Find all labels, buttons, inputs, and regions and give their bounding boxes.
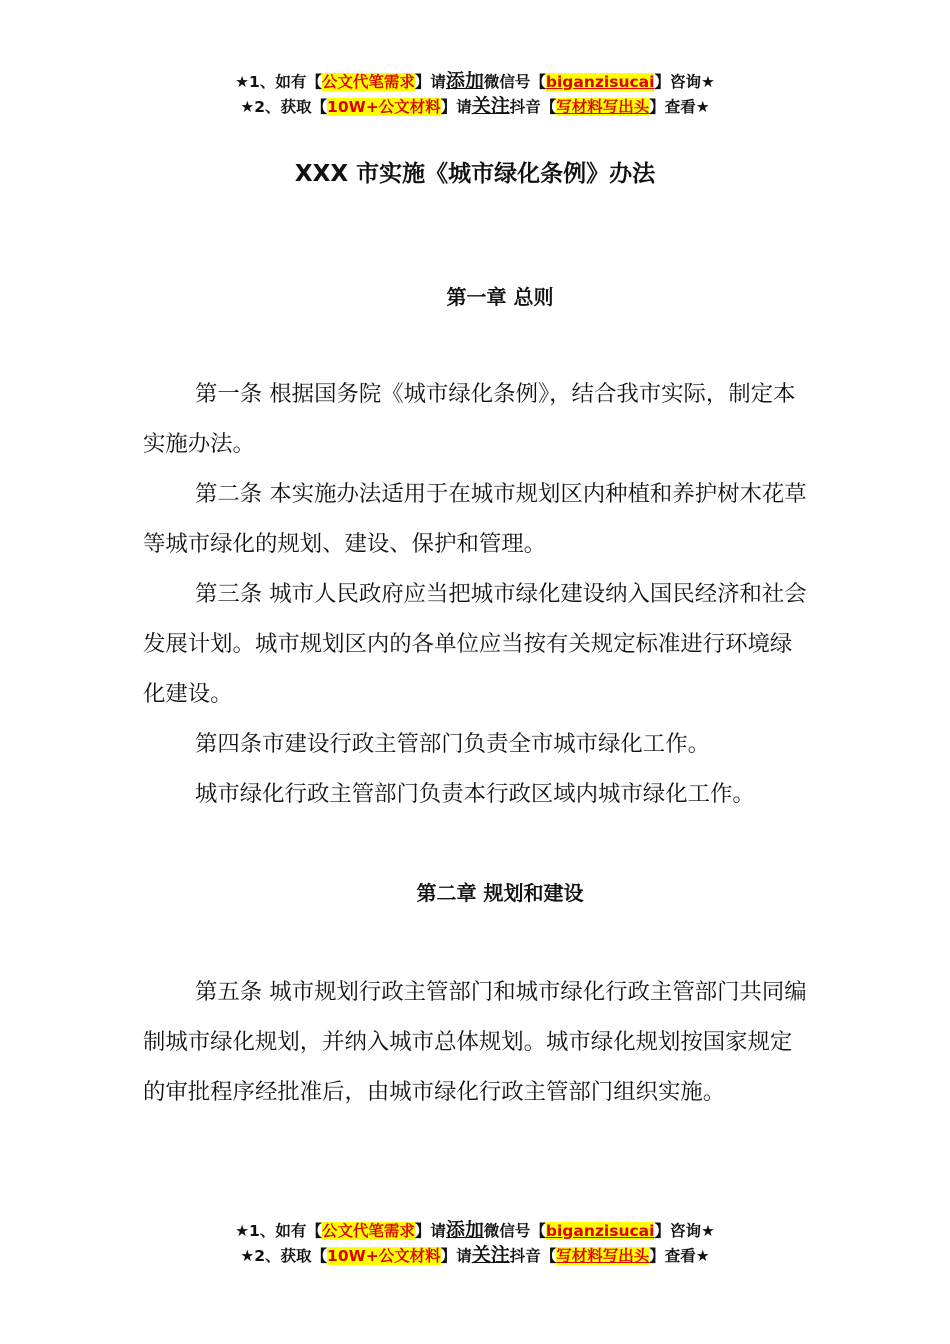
text: 】请 [414,73,446,91]
chapter-heading: 第一章 总则 [446,285,554,309]
highlight-text: 10W+公文材料 [327,1247,441,1265]
promo-banner-bottom [0,1218,950,1268]
text: 抖音【 [509,1247,557,1265]
promo-line-1 [0,1218,950,1243]
promo-line-2 [0,94,950,119]
emphasis-text: 添加 [445,70,484,92]
text: 】咨询★ [654,1222,715,1240]
text: 】请 [440,1247,472,1265]
promo-line-2 [0,1243,950,1268]
article-paragraph: 第四条市建设行政主管部门负责全市城市绿化工作。 [195,731,710,757]
douyin-id: 写材料写出头 [556,98,650,116]
text: 】请 [440,98,472,116]
chapter-body [143,369,811,819]
douyin-id: 写材料写出头 [556,1247,650,1265]
promo-banner-top [0,69,950,119]
text: ★1、如有【 [235,1222,322,1240]
article-paragraph: 第五条 城市规划行政主管部门和城市绿化行政主管部门共同编制城市绿化规划，并纳入城市总体规划。城市绿化规划按国家规定的审批程序经批准后，由城市绿化行政主管部门组织实施。 [143,979,807,1105]
text: 】咨询★ [654,73,715,91]
wechat-id: biganzisucai [545,73,655,91]
highlight-text: 10W+公文材料 [327,98,441,116]
wechat-id: biganzisucai [545,1222,655,1240]
document-title: XXX 市实施《城市绿化条例》办法 [294,161,656,187]
promo-line-1 [0,69,950,94]
article-paragraph: 第三条 城市人民政府应当把城市绿化建设纳入国民经济和社会发展计划。城市规划区内的各单位应当按有关规定标准进行环境绿化建设。 [143,581,807,707]
emphasis-text: 关注 [471,1244,510,1266]
text: ★2、获取【 [240,1247,328,1265]
text: ★1、如有【 [235,73,322,91]
article-paragraph: 城市绿化行政主管部门负责本行政区域内城市绿化工作。 [195,781,755,807]
article-paragraph: 第一条 根据国务院《城市绿化条例》，结合我市实际，制定本实施办法。 [143,381,796,457]
text: 】查看★ [649,1247,710,1265]
article-paragraph: 第二条 本实施办法适用于在城市规划区内种植和养护树木花草等城市绿化的规划、建设、保护和管理。 [143,481,807,557]
highlight-text: 公文代笔需求 [321,1222,415,1240]
highlight-text: 公文代笔需求 [321,73,415,91]
chapter-heading: 第二章 规划和建设 [416,881,584,905]
chapter-body [143,967,811,1117]
text: 抖音【 [509,98,557,116]
text: 】请 [414,1222,446,1240]
text: ★2、获取【 [240,98,328,116]
emphasis-text: 关注 [471,95,510,117]
text: 微信号【 [483,73,546,91]
text: 】查看★ [649,98,710,116]
text: 微信号【 [483,1222,546,1240]
emphasis-text: 添加 [445,1219,484,1241]
